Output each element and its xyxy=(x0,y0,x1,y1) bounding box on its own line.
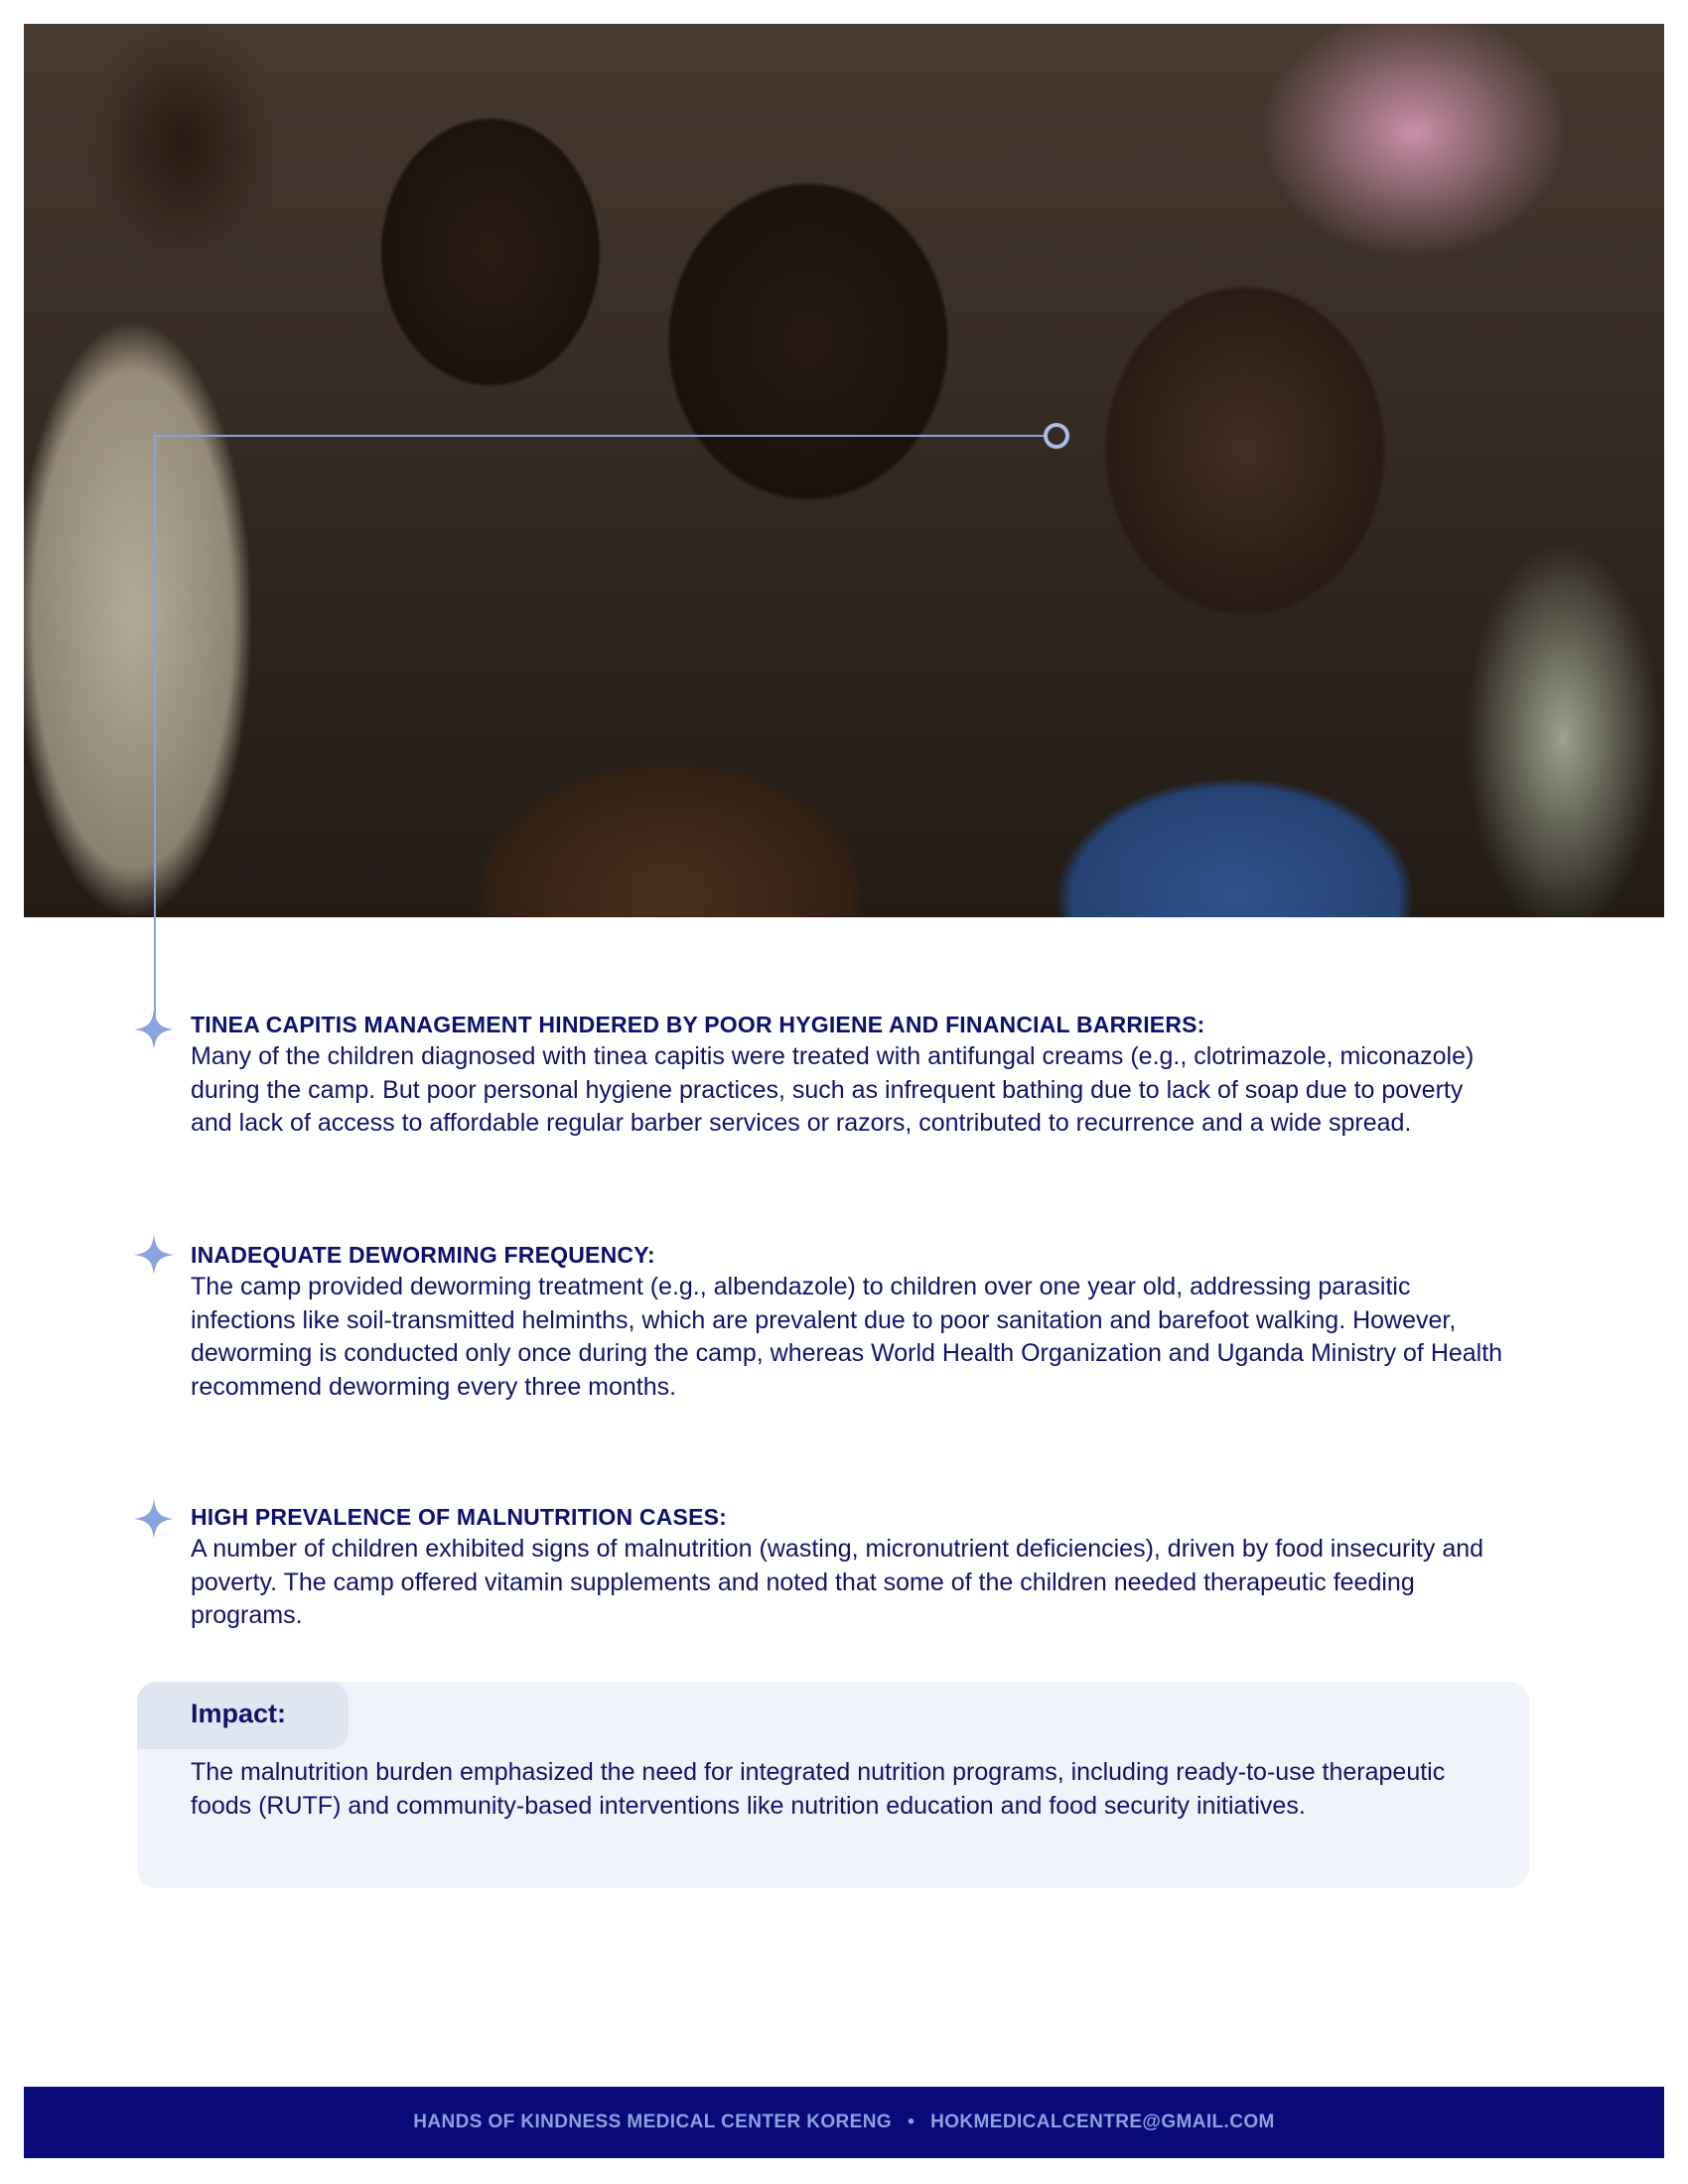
section-tinea-capitis xyxy=(191,1009,1511,1141)
sparkle-icon xyxy=(133,1498,175,1540)
section-heading: INADEQUATE DEWORMING FREQUENCY: xyxy=(191,1242,655,1268)
section-malnutrition xyxy=(191,1501,1511,1633)
impact-body: The malnutrition burden emphasized the need for integrated nutrition programs, including ready-to-use therapeutic foods (RUTF) and community-based interventions like nutrition education and food security initiatives. xyxy=(191,1758,1446,1820)
section-body: The camp provided deworming treatment (e.g., albendazole) to children over one year old, addressing parasitic infections like soil-transmitted helminths, which are prevalent due to poor sanitation and barefoot walking. However, deworming is conducted only once during the camp, whereas World Health Organization and Uganda Ministry of Health recommend deworming every three months. xyxy=(191,1273,1503,1401)
section-deworming xyxy=(191,1239,1511,1404)
connector-line-horizontal xyxy=(154,435,1048,437)
footer-organization: HANDS OF KINDNESS MEDICAL CENTER KORENG xyxy=(413,2112,893,2132)
connector-ring-icon xyxy=(1044,423,1069,449)
footer-bar xyxy=(24,2087,1664,2158)
sparkle-icon xyxy=(133,1009,175,1050)
sparkle-icon xyxy=(133,1234,175,1276)
header-photo xyxy=(24,24,1664,917)
footer-email: HOKMEDICALCENTRE@GMAIL.COM xyxy=(930,2112,1275,2132)
photo-overlay xyxy=(24,24,1664,917)
footer-separator: • xyxy=(908,2112,915,2132)
section-body: A number of children exhibited signs of malnutrition (wasting, micronutrient deficiencies), driven by food insecurity and poverty. The camp offered vitamin supplements and noted that some of the children needed therapeutic feeding programs. xyxy=(191,1535,1484,1629)
connector-line-vertical xyxy=(154,435,156,1021)
impact-title: Impact: xyxy=(191,1699,287,1728)
section-heading: TINEA CAPITIS MANAGEMENT HINDERED BY POOR HYGIENE AND FINANCIAL BARRIERS: xyxy=(191,1012,1205,1037)
section-body: Many of the children diagnosed with tinea capitis were treated with antifungal creams (e.g., clotrimazole, miconazole) during the camp. But poor personal hygiene practices, such as infrequent bathing due to lack of soap due to poverty and lack of access to affordable regular barber services or razors, contributed to recurrence and a wide spread. xyxy=(191,1042,1475,1137)
section-heading: HIGH PREVALENCE OF MALNUTRITION CASES: xyxy=(191,1504,728,1530)
